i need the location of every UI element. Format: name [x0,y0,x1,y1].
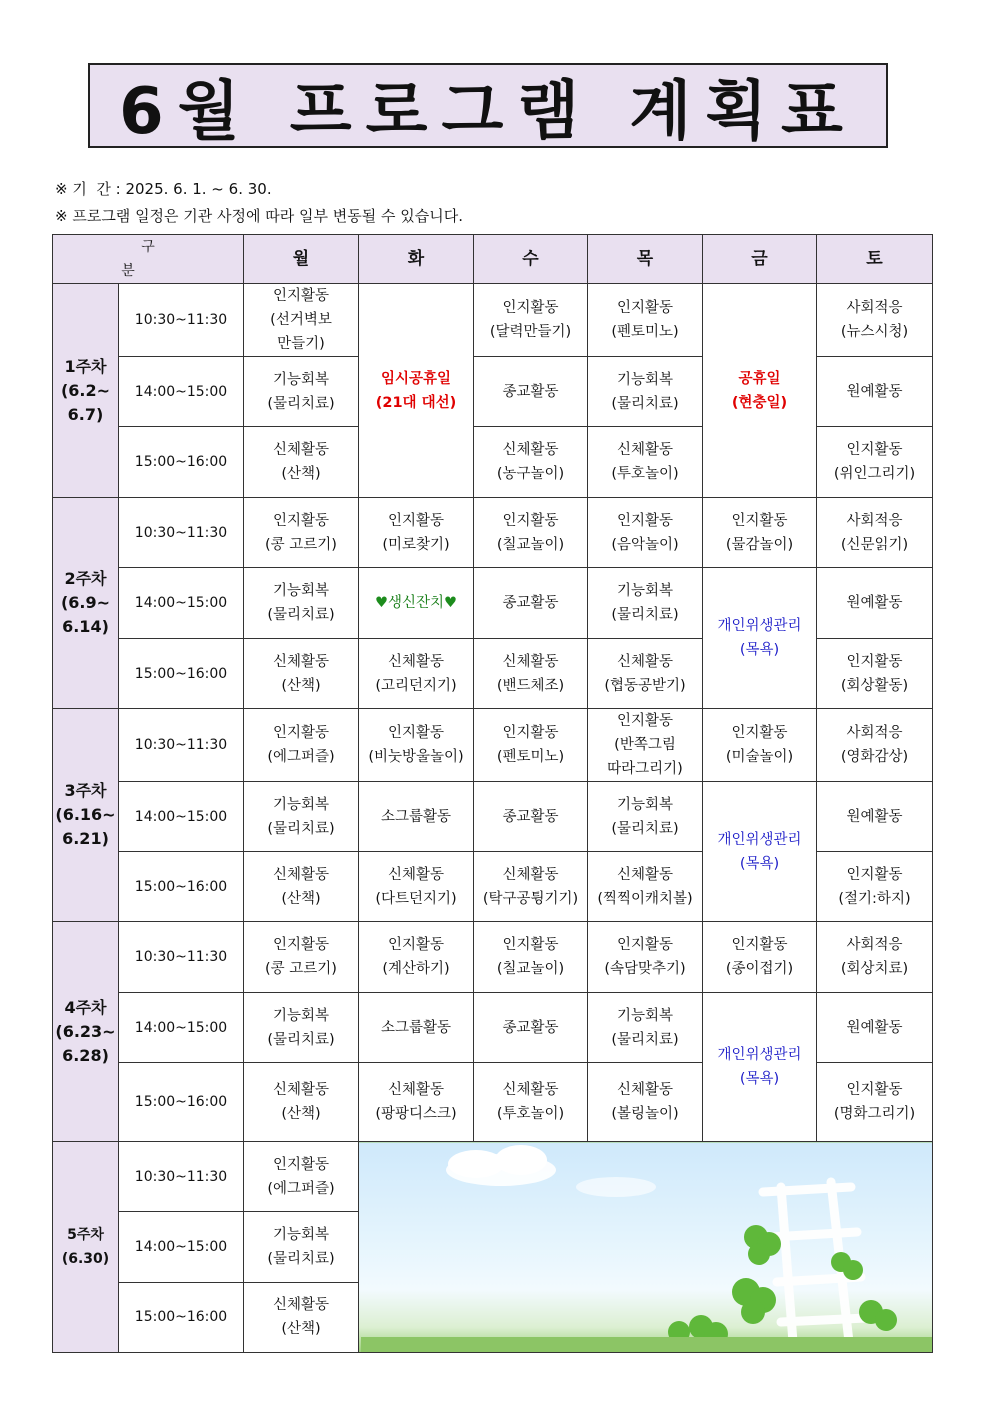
activity-cell-line: (영화감상) [840,749,909,765]
activity-cell-line: 신체활동 [616,442,674,458]
activity-cell-line: 신체활동 [272,442,330,458]
activity-cell-line: 원예활동 [846,595,903,611]
activity-cell [817,639,933,709]
activity-cell [588,568,703,639]
activity-cell-line: (물리치료) [611,607,679,623]
hygiene-cell [703,568,817,709]
week-label-line: 6.7) [67,404,104,424]
time-slot [119,639,244,709]
activity-cell [359,852,474,922]
activity-cell-line: (물리치료) [611,1031,679,1048]
activity-cell-line: 인지활동 [272,1156,330,1173]
activity-cell [817,922,933,993]
time-slot-line: 10:30~11:30 [134,949,228,965]
activity-cell-line: (물리치료) [267,395,335,412]
activity-cell-line: 신체활동 [387,653,445,670]
activity-cell-line: 인지활동 [731,937,788,953]
activity-cell [359,993,474,1063]
activity-cell [588,427,703,498]
time-slot-line: 14:00~15:00 [134,1238,228,1255]
schedule-row [53,709,933,782]
activity-cell-line: (회상치료) [840,961,909,977]
week-label [53,709,119,922]
activity-cell [474,1063,588,1142]
activity-cell-line: (볼링놀이) [611,1106,679,1122]
time-slot-line: 15:00~16:00 [134,1094,228,1110]
activity-cell [588,922,703,993]
activity-cell-line: 인지활동 [616,937,674,953]
time-slot [119,357,244,427]
activity-cell-line: 인지활동 [731,725,788,741]
time-slot [119,709,244,782]
week-label [53,922,119,1142]
gubun-header: 구 분 [53,235,244,284]
day-header-tue: 화 [359,235,474,284]
activity-cell [474,852,588,922]
activity-cell-line: (뉴스시청) [840,324,909,340]
hygiene-cell-line: 개인위생관리 [717,1047,802,1063]
activity-cell-line: 인지활동 [616,512,674,529]
activity-cell-line: 소그룹활동 [380,808,452,825]
activity-cell-line: 신체활동 [502,653,559,670]
time-slot-line: 14:00~15:00 [134,808,228,825]
activity-cell [703,709,817,782]
schedule-row [53,922,933,993]
header-row [53,235,933,284]
activity-cell-line: 신체활동 [502,442,559,458]
activity-cell [359,639,474,709]
holiday-cell-line: (현충일) [731,394,788,411]
title-box [88,63,888,148]
page-title: 6월 프로그램 계획표 [119,74,857,149]
activity-cell-line: 사회적응 [846,512,903,529]
activity-cell-line: 인지활동 [502,725,559,741]
activity-cell [817,284,933,357]
week-label-line: 5주차 [67,1227,104,1243]
activity-cell-line: (위인그리기) [833,466,916,482]
day-header-fri: 금 [703,235,817,284]
holiday-cell [703,284,817,498]
activity-cell [244,427,359,498]
schedule-row [53,782,933,852]
activity-cell-line: 인지활동 [387,725,445,741]
activity-cell-line: (콩 고르기) [265,536,337,553]
activity-cell [817,427,933,498]
activity-cell-line: 인지활동 [616,713,674,729]
time-slot-line: 10:30~11:30 [134,737,228,753]
activity-cell-line: (산책) [281,890,321,907]
birthday-party-label [361,591,471,615]
activity-cell-line: (물리치료) [611,820,679,837]
week-label [53,498,119,709]
activity-cell-line: 신체활동 [616,653,674,670]
activity-cell-line: (팡팡디스크) [375,1106,457,1122]
activity-cell [474,284,588,357]
sky-ladder-illustration [359,1142,933,1353]
heart-icon: ♥ [444,595,458,611]
activity-cell-line: (물리치료) [267,820,335,837]
day-header-sat: 토 [817,235,933,284]
holiday-cell-line: 임시공휴일 [380,370,452,387]
week-label [53,1142,119,1353]
activity-cell-line: 기능회복 [616,371,674,388]
activity-cell [244,782,359,852]
sky-ladder-icon [361,1142,933,1352]
activity-cell [244,852,359,922]
activity-cell-line: (펜토미노) [611,324,679,340]
hygiene-cell-line: (목욕) [739,642,780,658]
activity-cell [588,498,703,568]
schedule-row [53,1142,933,1212]
activity-cell-line: (밴드체조) [496,677,565,694]
activity-cell-line: (물리치료) [267,1031,335,1048]
week-label-line: (6.9~ [60,593,111,612]
holiday-cell [359,284,474,498]
week-label-line: (6.30) [61,1251,110,1267]
activity-cell-line: (산책) [281,677,321,694]
activity-cell [588,993,703,1063]
activity-cell [817,357,933,427]
time-slot [119,1282,244,1352]
day-header-thu: 목 [588,235,703,284]
activity-cell-line: 신체활동 [387,1082,445,1098]
activity-cell [817,498,933,568]
birthday-party-cell [359,568,474,639]
activity-cell-line: 신체활동 [387,866,445,883]
time-slot-line: 15:00~16:00 [134,665,228,682]
activity-cell-line: 신체활동 [502,1082,559,1098]
activity-cell-line: 신체활동 [272,1082,330,1098]
time-slot [119,568,244,639]
hygiene-cell [703,993,817,1142]
activity-cell-line: 인지활동 [846,653,903,670]
activity-cell-line: 기능회복 [272,796,330,813]
activity-cell [588,852,703,922]
activity-cell-line: (계산하기) [382,961,450,977]
day-header-wed: 수 [474,235,588,284]
activity-cell-line: (에그퍼즐) [267,749,335,765]
activity-cell-line: 인지활동 [387,512,445,529]
activity-cell-line: 신체활동 [616,866,674,883]
time-slot [119,1063,244,1142]
activity-cell-line: (명화그리기) [833,1106,916,1122]
activity-cell-line: 인지활동 [272,725,330,741]
activity-cell [703,922,817,993]
time-slot-line: 10:30~11:30 [134,1168,228,1185]
activity-cell-line: 만들기) [277,336,325,352]
week-label-line: (6.23~ [55,1021,116,1041]
time-slot [119,993,244,1063]
activity-cell [474,568,588,639]
week-label-line: 6.14) [62,617,109,636]
schedule-row [53,993,933,1063]
activity-cell [474,782,588,852]
activity-cell-line: 기능회복 [272,1007,330,1024]
activity-cell-line: 원예활동 [846,808,903,825]
time-slot [119,1142,244,1212]
time-slot [119,1212,244,1282]
activity-cell-line: 종교활동 [502,808,559,825]
activity-cell-line: (산책) [281,1106,321,1122]
activity-cell-line: (종이접기) [725,961,794,977]
activity-cell-line: 인지활동 [846,442,903,458]
activity-cell [588,709,703,782]
activity-cell-line: 인지활동 [846,1082,903,1098]
activity-cell-line: (반쪽그림 [614,737,676,753]
activity-cell-line: (산책) [281,466,321,482]
time-slot [119,498,244,568]
activity-cell-line: 소그룹활동 [380,1019,452,1036]
activity-cell-line: (달력만들기) [489,324,572,340]
activity-cell [244,357,359,427]
activity-cell [244,639,359,709]
activity-cell-line: 기능회복 [616,796,674,813]
activity-cell-line: 인지활동 [272,512,330,529]
activity-cell-line: (회상활동) [840,677,909,694]
activity-cell-line: 신체활동 [272,1297,330,1314]
activity-cell [588,357,703,427]
activity-cell-line: (펜토미노) [496,749,565,765]
notice-note: ※ 프로그램 일정은 기관 사정에 따라 일부 변동될 수 있습니다. [55,207,464,225]
activity-cell-line: 기능회복 [272,371,330,388]
holiday-cell-line: 공휴일 [738,370,781,387]
activity-cell [244,1282,359,1352]
activity-cell [817,709,933,782]
activity-cell [817,1063,933,1142]
activity-cell [588,284,703,357]
birthday-party-text: 생신잔치 [387,595,445,611]
holiday-cell-line: (21대 대선) [375,394,457,411]
activity-cell-line: 따라그리기) [607,761,683,777]
activity-cell [359,922,474,993]
activity-cell-line: (물리치료) [267,1250,335,1267]
activity-cell-line: 인지활동 [272,288,330,304]
activity-cell-line: (에그퍼즐) [267,1180,335,1197]
activity-cell [703,498,817,568]
activity-cell-line: (물리치료) [611,395,679,412]
activity-cell-line: 기능회복 [616,1007,674,1024]
activity-cell [244,568,359,639]
activity-cell [588,1063,703,1142]
activity-cell-line: 종교활동 [502,383,559,400]
activity-cell [244,1212,359,1282]
activity-cell-line: (음악놀이) [611,536,679,553]
activity-cell-line: (농구놀이) [496,466,565,482]
activity-cell-line: 인지활동 [272,937,330,953]
activity-cell [244,1063,359,1142]
activity-cell [817,782,933,852]
activity-cell [244,922,359,993]
week-label-line: (6.2~ [60,380,111,400]
activity-cell-line: 신체활동 [502,866,559,883]
schedule-row [53,498,933,568]
activity-cell [359,782,474,852]
activity-cell [588,782,703,852]
activity-cell [817,993,933,1063]
week-label-line: 6.28) [62,1045,109,1065]
activity-cell-line: 인지활동 [616,300,674,316]
activity-cell [474,709,588,782]
activity-cell-line: 원예활동 [846,1019,903,1036]
activity-cell-line: 신체활동 [272,653,330,670]
activity-cell [474,639,588,709]
activity-cell-line: 기능회복 [272,583,330,599]
hygiene-cell-line: 개인위생관리 [717,618,802,634]
hygiene-cell-line: (목욕) [739,1071,780,1087]
activity-cell-line: 인지활동 [846,866,903,883]
activity-cell-line: 사회적응 [846,300,903,316]
activity-cell-line: 기능회복 [616,583,674,599]
activity-cell-line: (콩 고르기) [265,961,337,977]
activity-cell-line: (고리던지기) [375,677,457,694]
activity-cell [474,427,588,498]
activity-cell-line: 기능회복 [272,1226,330,1243]
time-slot-line: 15:00~16:00 [134,1309,228,1326]
time-slot-line: 14:00~15:00 [134,383,228,400]
activity-cell [817,852,933,922]
hygiene-cell [703,782,817,922]
schedule-row [53,568,933,639]
week-label-line: 3주차 [64,781,107,800]
activity-cell [474,922,588,993]
hygiene-cell-line: 개인위생관리 [717,831,802,848]
activity-cell-line: (찍찍이캐치볼) [597,890,693,907]
notes [55,176,463,230]
activity-cell [244,1142,359,1212]
activity-cell-line: (탁구공튕기기) [482,890,579,907]
activity-cell-line: (속담맞추기) [604,961,686,977]
activity-cell [244,993,359,1063]
time-slot-line: 14:00~15:00 [134,595,228,611]
activity-cell-line: (절기:하지) [838,890,911,907]
activity-cell-line: 신체활동 [616,1082,674,1098]
activity-cell [359,498,474,568]
activity-cell-line: 종교활동 [502,1019,559,1036]
activity-cell [244,498,359,568]
time-slot [119,922,244,993]
activity-cell-line: (칠교놀이) [496,961,565,977]
activity-cell [588,639,703,709]
week-label-line: 2주차 [64,569,107,588]
activity-cell-line: 인지활동 [502,300,559,316]
activity-cell-line: (다트던지기) [375,890,457,907]
activity-cell [474,993,588,1063]
time-slot [119,782,244,852]
activity-cell-line: 원예활동 [846,383,903,400]
activity-cell-line: 사회적응 [846,937,903,953]
time-slot-line: 10:30~11:30 [134,524,228,541]
activity-cell [244,284,359,357]
activity-cell [359,709,474,782]
activity-cell-line: (비눗방울놀이) [368,749,464,765]
activity-cell-line: (산책) [281,1321,321,1338]
activity-cell [474,498,588,568]
activity-cell-line: (선거벽보 [270,312,332,328]
activity-cell-line: (물리치료) [267,607,335,623]
time-slot-line: 10:30~11:30 [134,312,228,328]
activity-cell [244,709,359,782]
activity-cell-line: (물감놀이) [725,536,794,553]
time-slot [119,852,244,922]
week-label-line: (6.16~ [55,805,116,824]
week-label [53,284,119,498]
week-label-line: 6.21) [62,829,109,848]
activity-cell-line: 인지활동 [502,512,559,529]
activity-cell-line: 신체활동 [272,866,330,883]
activity-cell-line: (미술놀이) [725,749,794,765]
time-slot-line: 15:00~16:00 [134,878,228,895]
activity-cell-line: 인지활동 [731,512,788,529]
activity-cell-line: 사회적응 [846,725,903,741]
time-slot-line: 14:00~15:00 [134,1019,228,1036]
activity-cell-line: 인지활동 [387,937,445,953]
day-header-mon: 월 [244,235,359,284]
time-slot [119,284,244,357]
activity-cell [474,357,588,427]
time-slot-line: 15:00~16:00 [134,454,228,470]
period-note: ※ 기 간 : 2025. 6. 1. ~ 6. 30. [55,180,272,198]
activity-cell [359,1063,474,1142]
time-slot [119,427,244,498]
activity-cell-line: (신문읽기) [840,536,909,553]
schedule-row [53,284,933,357]
week-label-line: 4주차 [64,997,107,1017]
hygiene-cell-line: (목욕) [739,855,780,872]
activity-cell-line: (칠교놀이) [496,536,565,553]
heart-icon: ♥ [374,595,388,611]
schedule-table [52,234,933,1353]
activity-cell-line: 인지활동 [502,937,559,953]
activity-cell-line: 종교활동 [502,595,559,611]
week-label-line: 1주차 [64,356,107,376]
activity-cell [817,568,933,639]
activity-cell-line: (미로찾기) [382,536,450,553]
activity-cell-line: (협동공받기) [604,677,686,694]
activity-cell-line: (투호놀이) [496,1106,565,1122]
activity-cell-line: (투호놀이) [611,466,679,482]
